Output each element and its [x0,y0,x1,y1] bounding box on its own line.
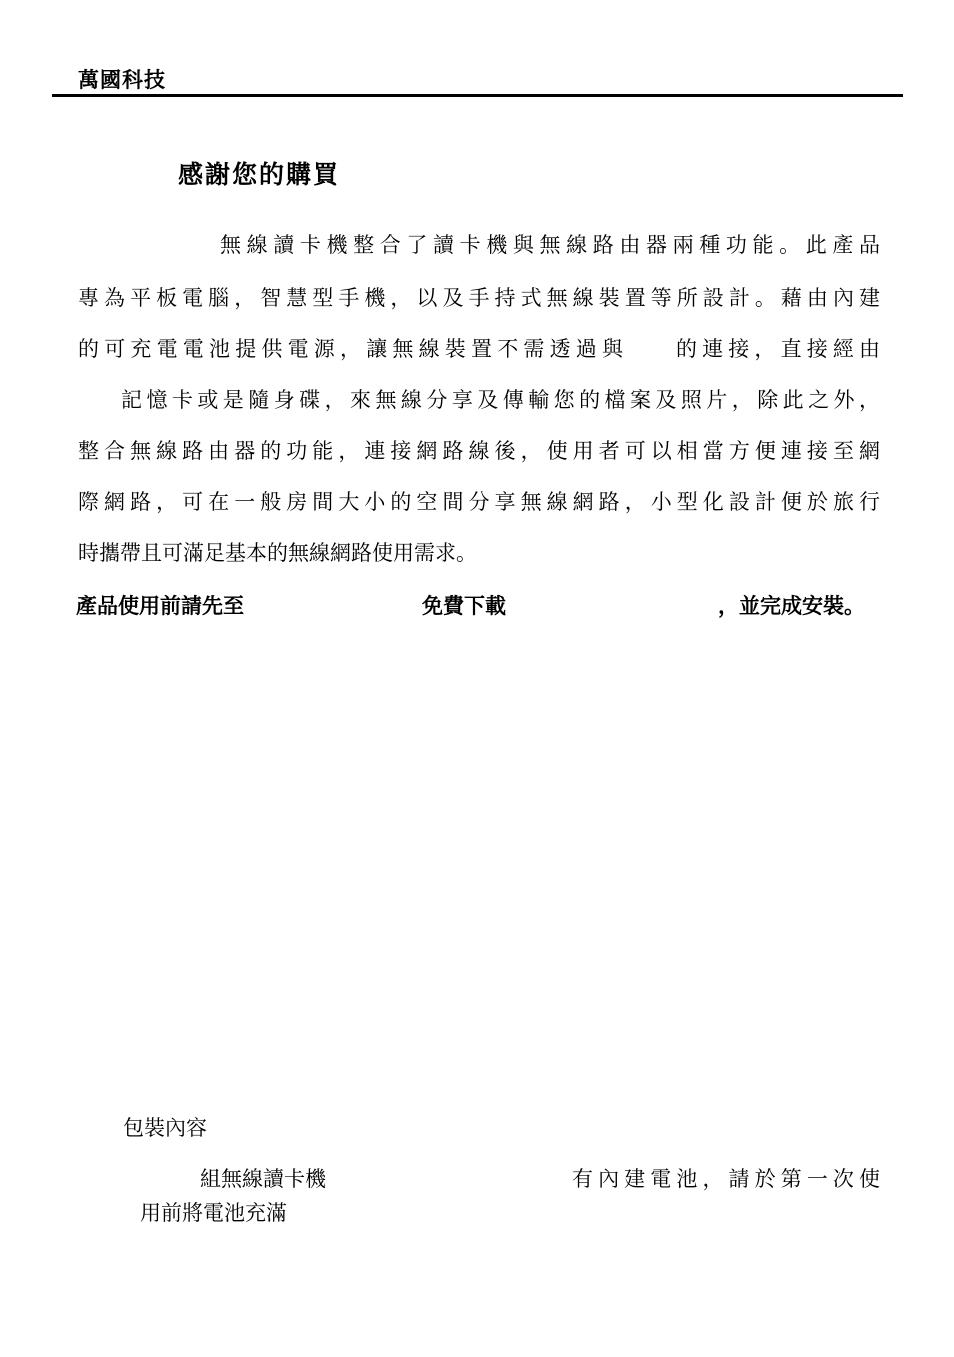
intro-line-1: 無線讀卡機整合了讀卡機與無線路由器兩種功能。此產品 [220,233,880,257]
notice-part-1: 產品使用前請先至 [76,594,244,618]
company-name: 萬國科技 [78,68,166,92]
package-heading: 包裝內容 [123,1116,207,1140]
notice-part-3: ，並完成安裝。 [718,594,865,618]
package-item-1a: 組無線讀卡機 [200,1167,326,1191]
notice-part-2: 免費下載 [422,594,506,618]
intro-line-3b: 的連接，直接經由 [676,337,880,361]
package-item-1b: 有內建電池，請於第一次使 [572,1167,880,1191]
intro-line-6: 際網路，可在一般房間大小的空間分享無線網路，小型化設計便於旅行 [78,490,880,514]
intro-line-7: 時攜帶且可滿足基本的無線網路使用需求。 [78,541,477,565]
header-divider [52,94,903,97]
package-item-1c: 用前將電池充滿 [140,1201,287,1225]
page-title: 感謝您的購買 [178,160,341,189]
intro-line-5: 整合無線路由器的功能，連接網路線後，使用者可以相當方便連接至網 [78,439,880,463]
intro-line-3a: 的可充電電池提供電源，讓無線裝置不需透過與 [78,337,623,361]
intro-line-2: 專為平板電腦，智慧型手機，以及手持式無線裝置等所設計。藉由內建 [78,286,880,310]
intro-line-4: 記憶卡或是隨身碟，來無線分享及傳輸您的檔案及照片，除此之外， [121,388,880,412]
